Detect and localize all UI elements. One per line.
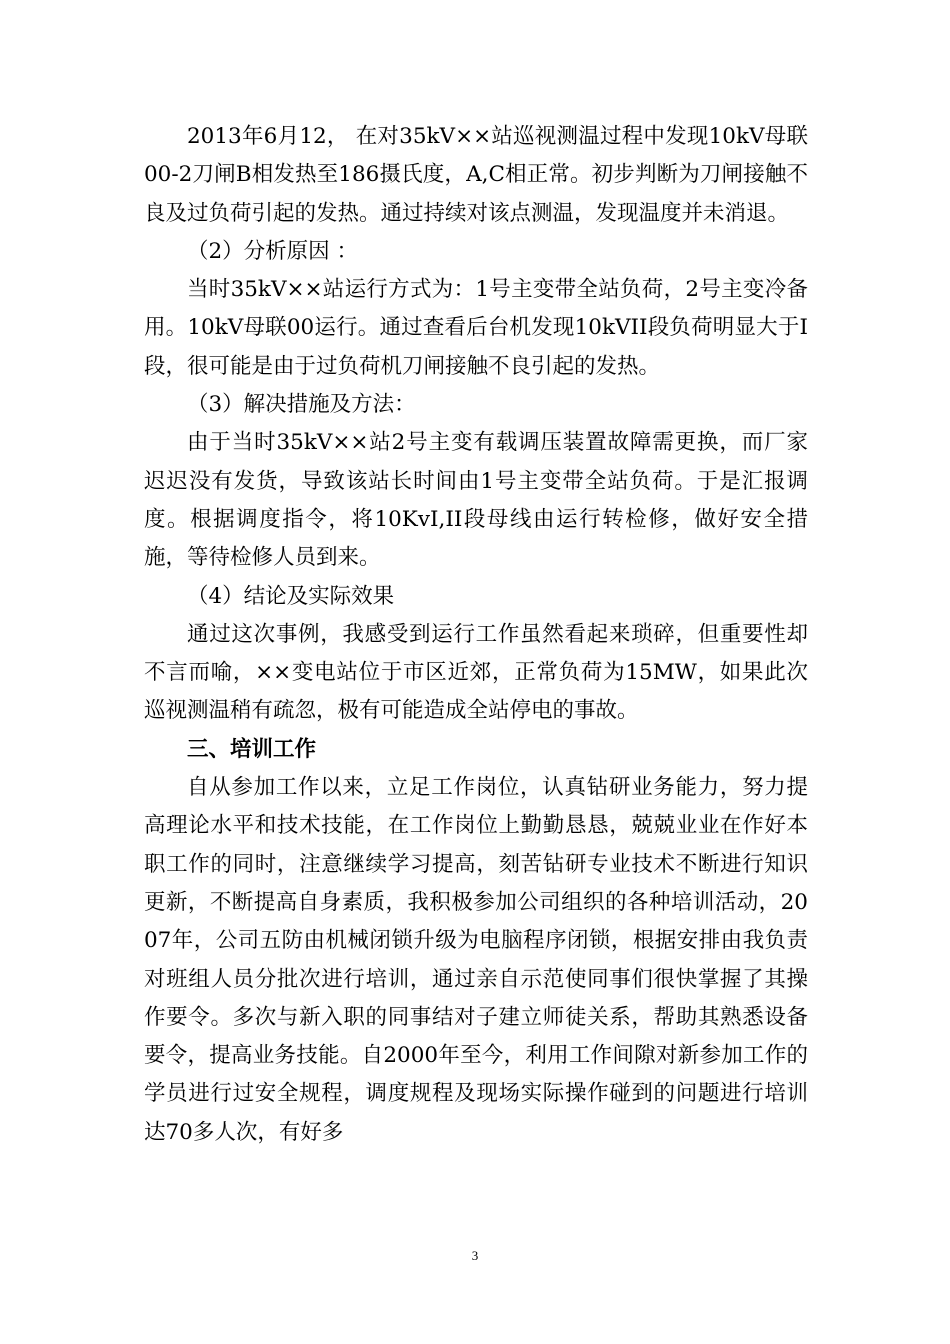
subheading-analysis: （2）分析原因 ： <box>187 238 359 264</box>
paragraph-analysis: 当时35kV××站运行方式为：1号主变带全站负荷，2号主变冷备用。10kV母联00运行。通过查看后台机发现10kVII段负荷明显大于I段，很可能是由于过负荷机刀闸接触不良引起的发热。 <box>144 277 808 379</box>
page-number: 3 <box>471 1248 479 1263</box>
paragraph-incident: 2013年6月12， 在对35kV××站巡视测温过程中发现10kV母联00-2刀闸B相发热至186摄氏度，A,C相正常。初步判断为刀闸接触不良及过负荷引起的发热。通过持续对该点测温，发现温度并未消退。 <box>144 124 808 226</box>
section-heading-training: 三、培训工作 <box>187 736 317 762</box>
document-body <box>144 118 808 1152</box>
paragraph-conclusion: 通过这次事例，我感受到运行工作虽然看起来琐碎，但重要性却不言而喻，××变电站位于市区近郊，正常负荷为15MW，如果此次巡视测温稍有疏忽，极有可能造成全站停电的事故。 <box>144 621 808 724</box>
paragraph-measures: 由于当时35kV××站2号主变有载调压装置故障需更换，而厂家迟迟没有发货，导致该站长时间由1号主变带全站负荷。于是汇报调度。根据调度指令，将10KvI,II段母线由运行转检修，做好安全措施，等待检修人员到来。 <box>144 430 808 571</box>
subheading-measures: （3）解决措施及方法： <box>187 392 416 418</box>
paragraph-training: 自从参加工作以来，立足工作岗位，认真钻研业务能力，努力提高理论水平和技术技能，在工作岗位上勤勤恳恳，兢兢业业在作好本职工作的同时，注意继续学习提高，刻苦钻研专业技术不断进行知识更新，不断提高自身素质，我积极参加公司组织的各种培训活动，2007年，公司五防由机械闭锁升级为电脑程序闭锁，根据安排由我负责对班组人员分批次进行培训，通过亲自示范使同事们很快掌握了其操作要令。多次与新入职的同事结对子建立师徒关系，帮助其熟悉设备要令，提高业务技能。自2000年至今，利用工作间隙对新参加工作的学员进行过安全规程，调度规程及现场实际操作碰到的问题进行培训达70多人次，有好多 <box>144 775 808 1145</box>
subheading-conclusion: （4）结论及实际效果 <box>187 583 395 609</box>
